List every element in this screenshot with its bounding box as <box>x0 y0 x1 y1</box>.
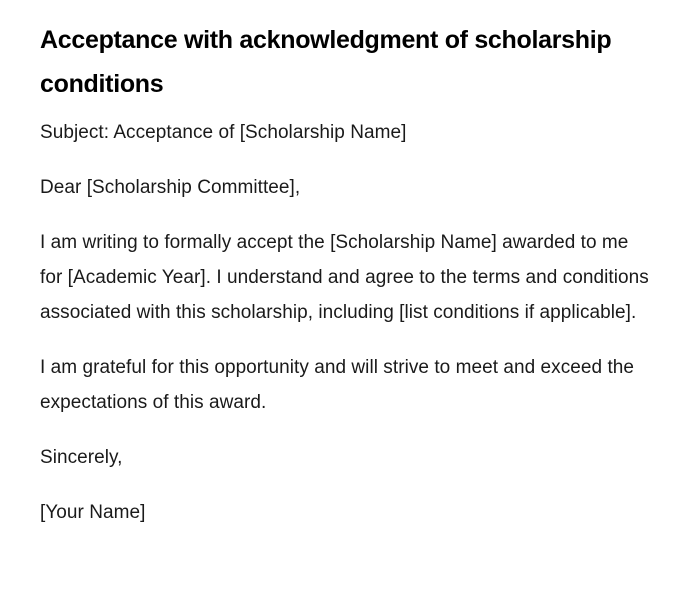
body-paragraph: I am writing to formally accept the [Scholarship Name] awarded to me for [Academic Year]. I understand and agree to the terms and conditions associated with this scholarship, including [list conditions if applicable]. <box>40 232 649 323</box>
closing: Sincerely, <box>40 447 123 468</box>
letter-document <box>40 18 650 550</box>
body-paragraph: I am grateful for this opportunity and will strive to meet and exceed the expectations of this award. <box>40 357 635 413</box>
document-title: Acceptance with acknowledgment of scholarship conditions <box>40 26 612 98</box>
salutation: Dear [Scholarship Committee], <box>40 177 301 198</box>
signature: [Your Name] <box>40 502 146 523</box>
subject-line: Subject: Acceptance of [Scholarship Name] <box>40 122 407 143</box>
